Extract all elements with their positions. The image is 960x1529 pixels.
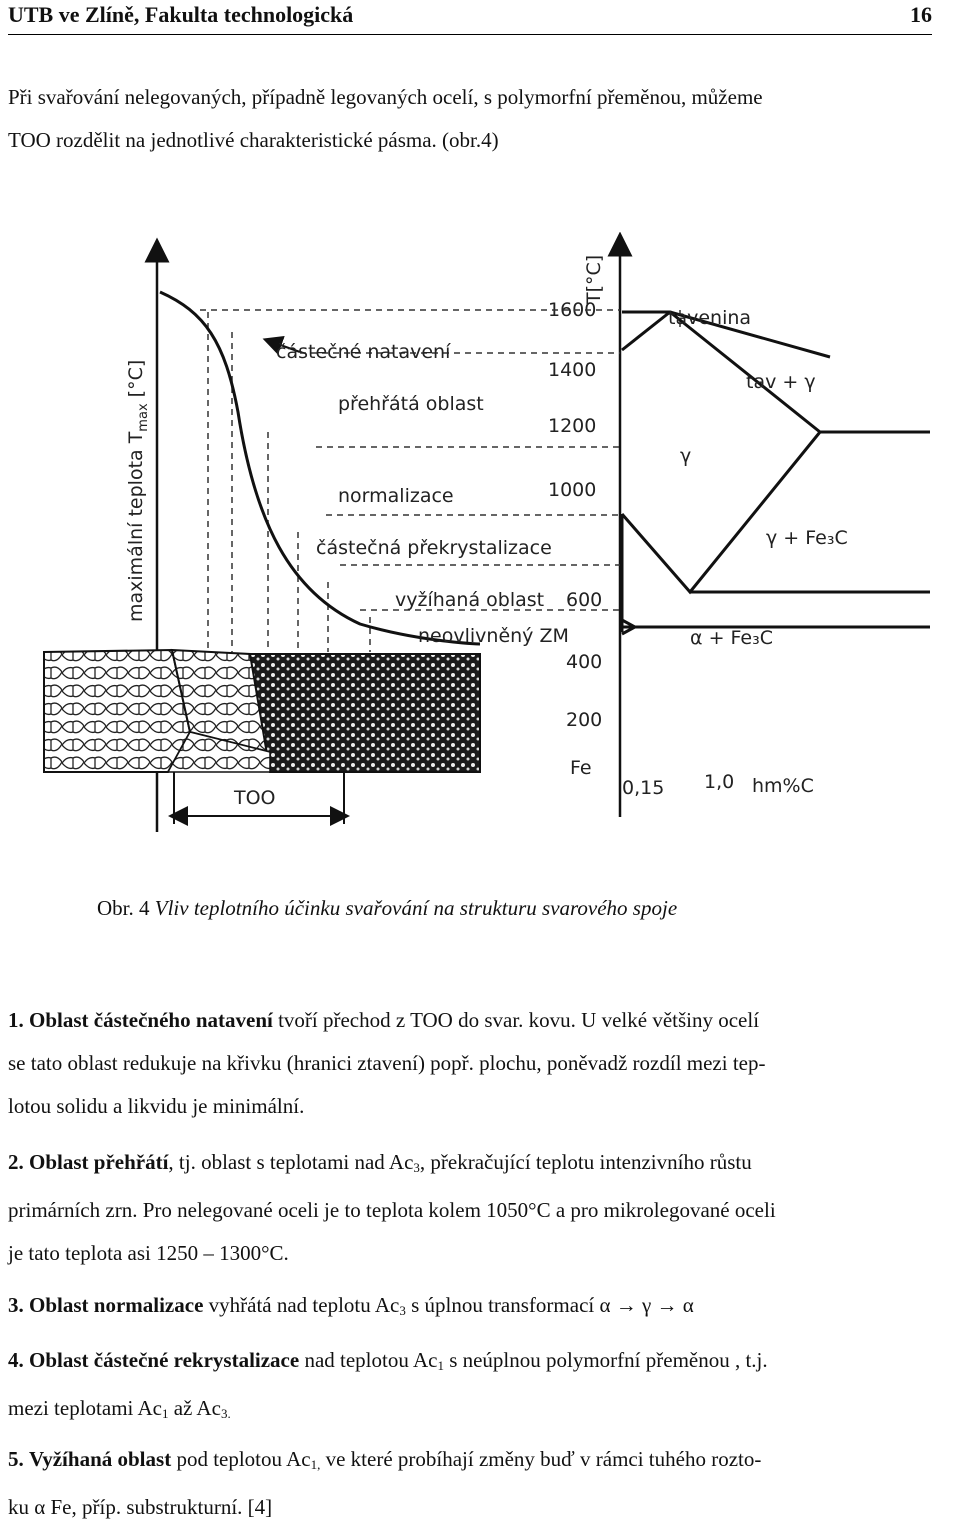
x-tick-label: 1,0 <box>704 771 735 793</box>
intro-line: Při svařování nelegovaných, případně legovaných ocelí, s polymorfní přeměnou, můžeme <box>8 85 763 109</box>
figure-caption <box>97 896 677 921</box>
phase-label: α + Fe₃C <box>690 627 773 649</box>
tick-label: Fe <box>570 757 592 779</box>
zone-label: přehřátá oblast <box>338 393 484 415</box>
caption-text: Vliv teplotního účinku svařování na strukturu svarového spoje <box>154 896 678 920</box>
zone-label: vyžíhaná oblast <box>395 589 545 611</box>
tick-label: 1400 <box>548 359 597 381</box>
microstructure <box>44 650 480 772</box>
zone-drops <box>208 312 370 652</box>
zone-label: částečné natavení <box>276 341 451 363</box>
x-tick-label: 0,15 <box>622 777 665 799</box>
zone-label: částečná překrystalizace <box>316 537 552 559</box>
list-item: 4. Oblast částečné rekrystalizace nad teplotou $Ac_1$ s neúplnou polymorfní přeměnou , t.j. mezi teplotami $Ac_1$ až $Ac_{3.}$ <box>8 1348 768 1421</box>
tick-label: 200 <box>566 709 603 731</box>
list-item: 1. Oblast částečného natavení tvoří přechod z TOO do svar. kovu. U velké většiny ocelí se tato oblast redukuje na křivku (hranici ztavení) popř. plochu, poněvadž rozdíl mezi tep- lotou solidu a likvidu je minimální. <box>8 1008 766 1118</box>
too-label: TOO <box>234 787 276 809</box>
header-title: UTB ve Zlíně, Fakulta technologická <box>8 2 354 27</box>
list-item: 3. Oblast normalizace vyhřátá nad teplotu $Ac_3$ s úplnou transformací α → γ → α <box>8 1293 694 1318</box>
list-item: 5. Vyžíhaná oblast pod teplotou $Ac_{1,}$ ve které probíhají změny buď v rámci tuhého rozto- ku α Fe, příp. substrukturní. [4] <box>8 1447 762 1519</box>
tick-label: 1000 <box>548 479 597 501</box>
intro-line: TOO rozdělit na jednotlivé charakteristické pásma. (obr.4) <box>8 128 499 152</box>
caption-prefix: Obr. 4 <box>97 896 150 920</box>
tick-label: 1600 <box>548 299 597 321</box>
list-item: 2. Oblast přehřátí, tj. oblast s teplotami nad $Ac_3$, překračující teplotu intenzivního růstu primárních zrn. Pro nelegované oceli je to teplota kolem 1050°C a pro mikrolegované oceli je tato teplota asi 1250 – 1300°C. <box>8 1150 776 1265</box>
page-number: 16 <box>910 2 932 27</box>
intro-paragraph <box>8 76 932 162</box>
phase-label: γ <box>680 445 692 467</box>
zone-label: normalizace <box>338 485 454 507</box>
tick-label: 400 <box>566 651 603 673</box>
phase-lines <box>622 312 930 634</box>
zone-label: neovlivněný ZM <box>418 625 569 647</box>
t-axis-label: T[°C] <box>583 254 605 304</box>
page-header <box>8 0 932 35</box>
x-tick-label: hm%C <box>752 775 814 797</box>
y-axis-label: maximální teplota $T_{max}$ [°C] <box>125 359 151 622</box>
phase-label: γ + Fe₃C <box>766 527 848 549</box>
tick-label: 600 <box>566 589 603 611</box>
phase-label: tavenina <box>668 307 752 329</box>
tick-label: 1200 <box>548 415 597 437</box>
haz-diagram <box>40 232 960 862</box>
phase-label: tav + γ <box>746 371 816 393</box>
figure-4 <box>40 232 960 862</box>
